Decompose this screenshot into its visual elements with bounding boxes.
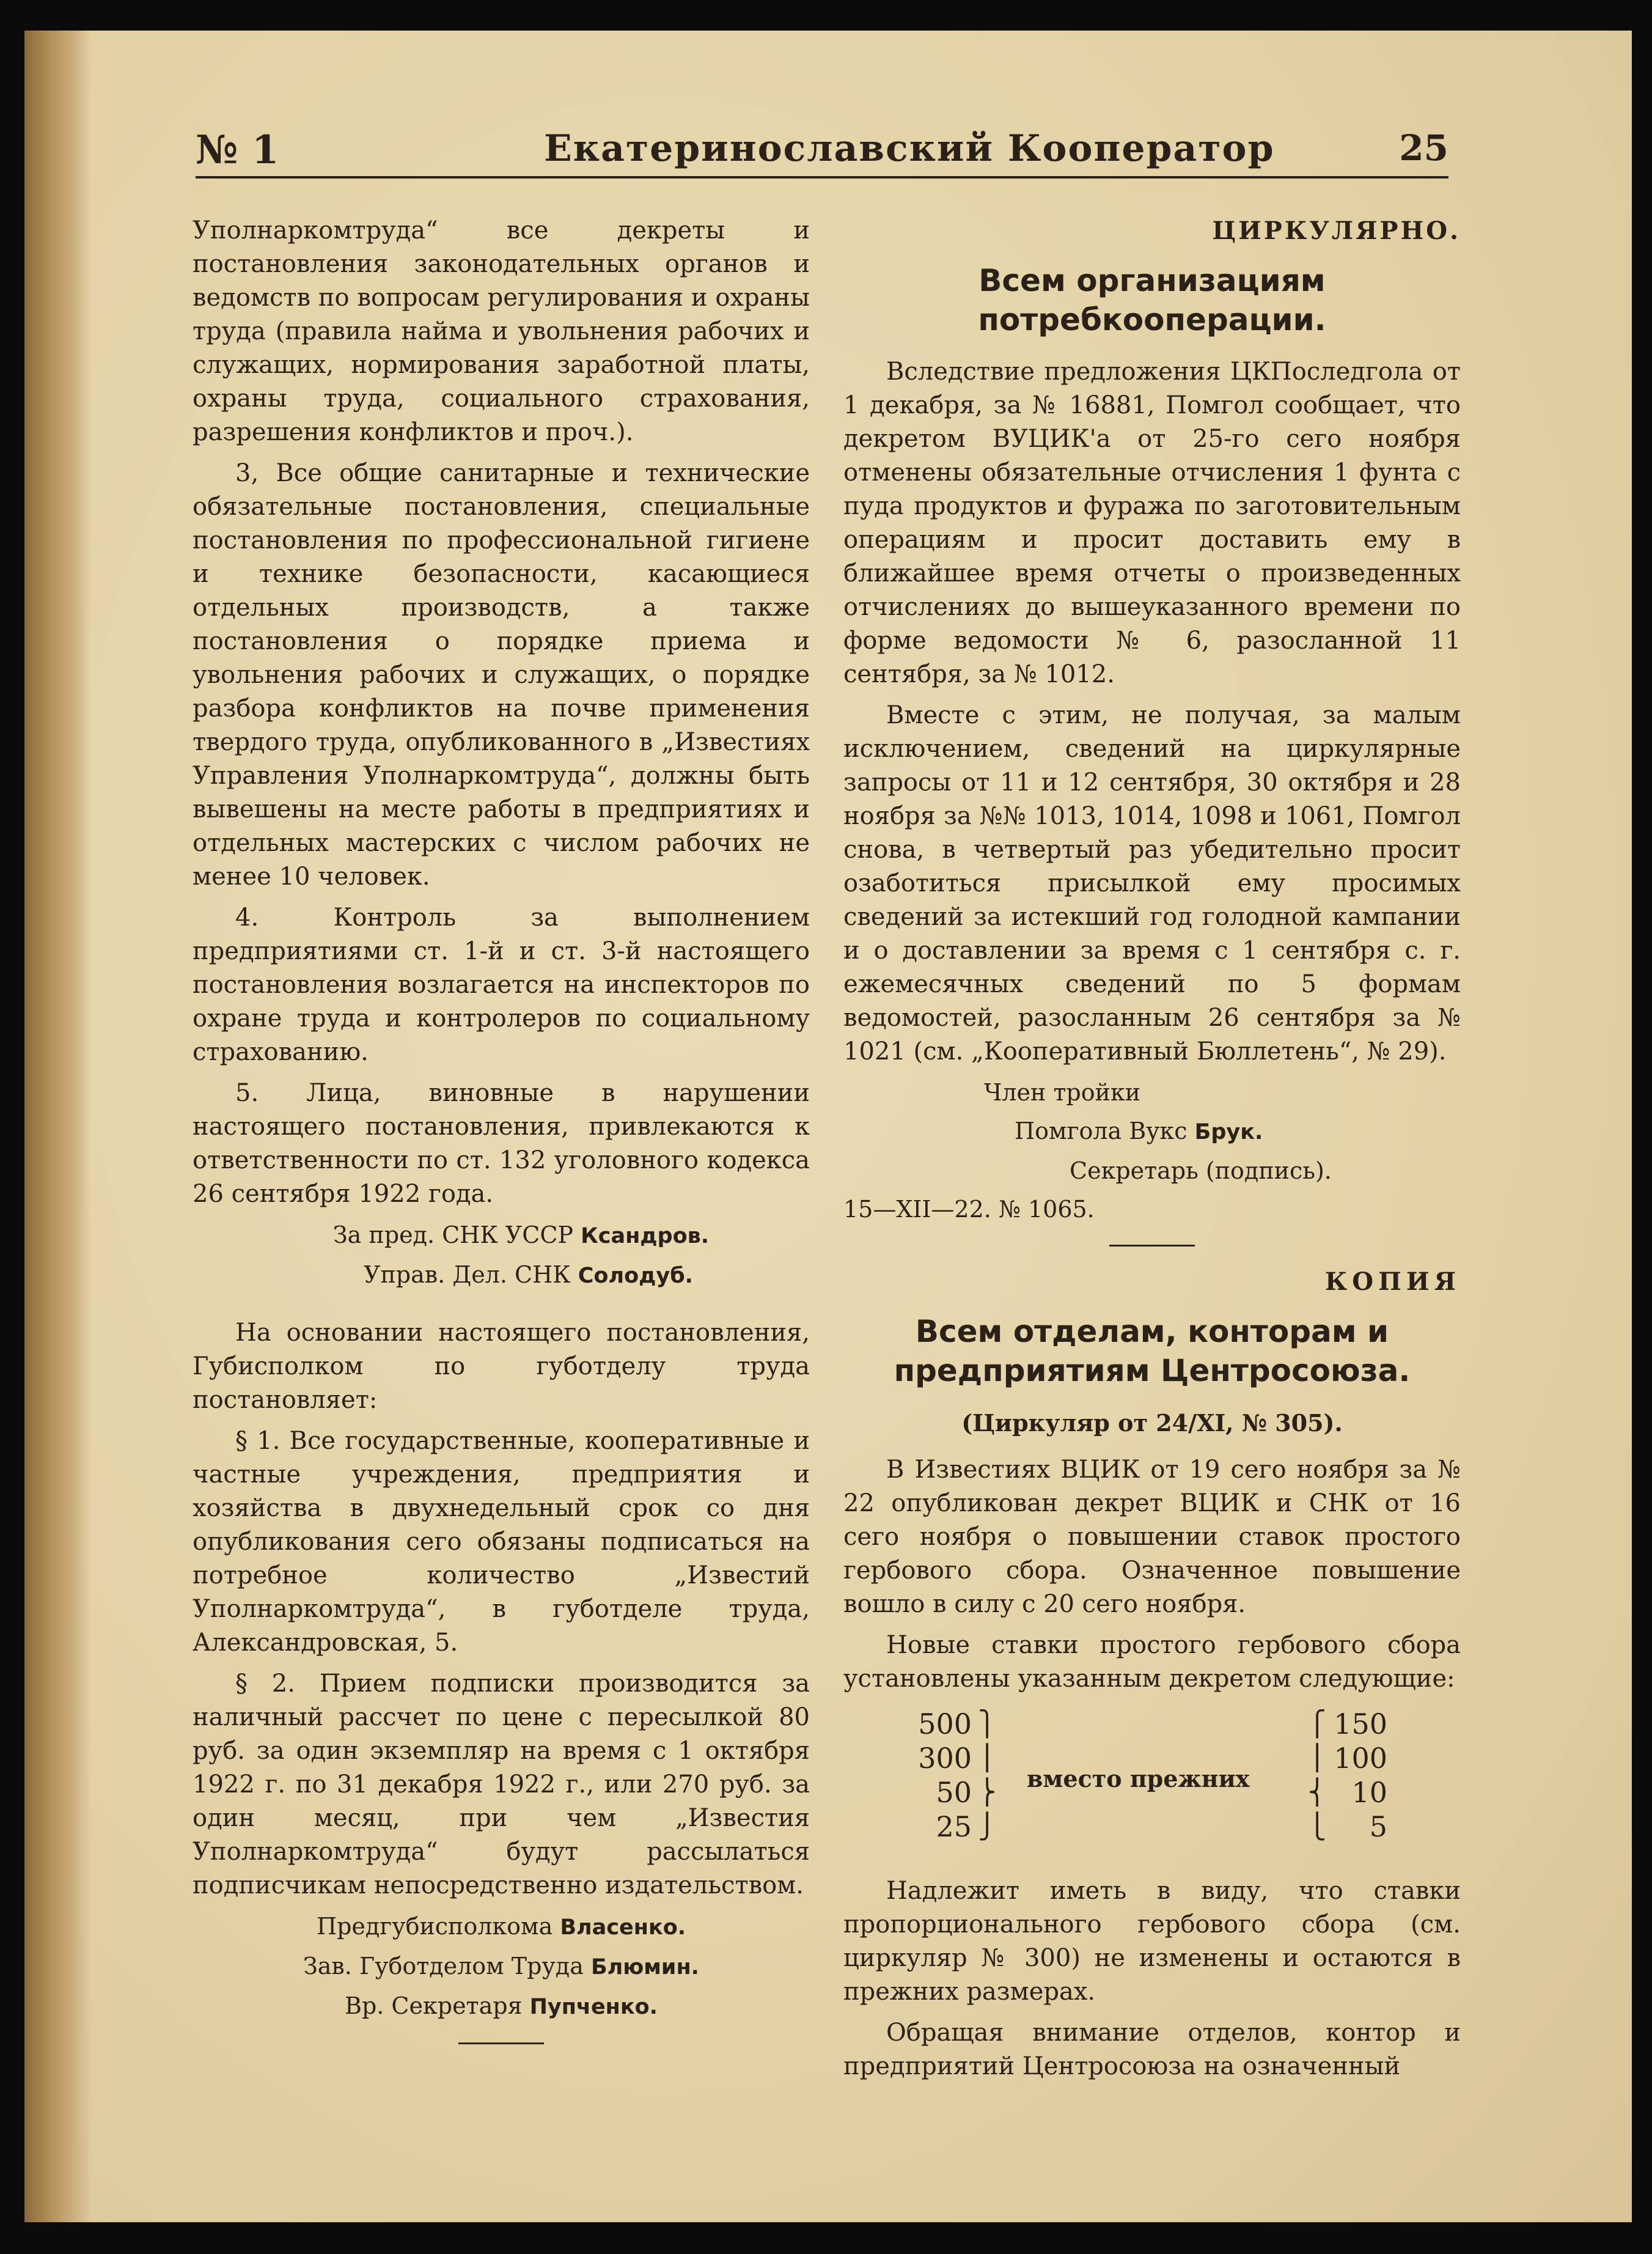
right-brace: ⎫ ⎪ ⎬ ⎭ — [978, 1710, 996, 1841]
signature-line — [193, 1989, 810, 2024]
publication-title: Екатеринославский Кооператор — [544, 127, 1275, 170]
signature-line: Секретарь (подпись). — [1070, 1157, 1332, 1184]
signature-name: Солодуб. — [578, 1264, 693, 1288]
divider — [458, 2042, 544, 2044]
section-label: КОПИЯ — [1324, 1267, 1461, 1296]
paragraph: Вследствие предложения ЦКПоследгола от 1 декабря, за № 16881, Помгол сообщает, что декретом ВУЦИК'а от 25-го сего ноября отменены обязательные отчисления 1 фунта с пуда продуктов и фуража по заготовительным операциям и просит доставить ему в ближайшее время отчеты о произведенных отчислениях до вышеуказанного времени по форме ведомости № 6, разосланной 11 сентября, за № 1012. — [843, 358, 1461, 688]
paragraph: 5. Лица, виновные в нарушении настоящего постановления, привлекаются к ответственности по ст. 132 уголовного кодекса 26 сентября 1922 года. — [193, 1079, 810, 1208]
left-brace: ⎧ ⎪ ⎨ ⎩ — [1308, 1710, 1326, 1841]
signature-title: Предгубисполкома — [316, 1913, 553, 1940]
signature-name: Пупченко. — [529, 1995, 658, 2019]
signature-name: Брук. — [1194, 1120, 1263, 1144]
rate-value: 50 — [936, 1776, 972, 1809]
signature-title: Зав. Губотделом Труда — [303, 1953, 584, 1980]
paragraph: В Известиях ВЦИК от 19 сего ноября за № 22 опубликован декрет ВЦИК и СНК от 16 сего ноября о повышении ставок простого гербового сбора. Означенное повышение вошло в силу с 20 сего ноября. — [843, 1456, 1461, 1618]
paragraph: § 2. Прием подписки производится за наличный рассчет по цене с пересылкой 80 руб. за один экземпляр на время с 1 октября 1922 г. по 31 декабря 1922 г., или 270 руб. за один месяц, при чем „Известия Уполнаркомтруда“ будут рассылаться подписчикам непосредственно издательством. — [193, 1670, 810, 1899]
rate-value: 150 — [1334, 1707, 1387, 1740]
paragraph: 3, Все общие санитарные и технические обязательные постановления, специальные постановления по профессиональной гигиене и технике безопасности, касающиеся отдельных производств, а также постановления о порядке приема и увольнения рабочих и служащих, о порядке разбора конфликтов на почве применения твердого труда, опубликованного в „Известиях Управления Уполнаркомтруда“, должны быть вывешены на месте работы в предприятиях и отдельных мастерских с числом рабочих не менее 10 человек. — [193, 459, 810, 891]
paragraph: Новые ставки простого гербового сбора установлены указанным декретом следующие: — [843, 1631, 1461, 1693]
circular-reference: (Циркуляр от 24/XI, № 305). — [961, 1409, 1343, 1437]
signature-title: Управ. Дел. СНК — [364, 1261, 571, 1288]
issue-number: № 1 — [196, 127, 279, 173]
signature-name: Власенко. — [560, 1915, 686, 1940]
newspaper-page — [24, 31, 1632, 2222]
signature-title: Вр. Секретаря — [345, 1992, 523, 2019]
left-column — [193, 214, 810, 2063]
new-rates — [917, 1707, 972, 1844]
paragraph: 4. Контроль за выполнением предприятиями ст. 1-й и ст. 3-й настоящего постановления возлагается на инспекторов по охране труда и контролеров по социальному страхованию. — [193, 904, 810, 1066]
paragraph: Надлежит иметь в виду, что ставки пропорционального гербового сбора (см. циркуляр № 300) не изменены и остаются в прежних размерах. — [843, 1877, 1461, 2006]
section-heading: Всем организациям потребкооперации. — [978, 263, 1326, 337]
signature-line — [843, 1114, 1461, 1149]
rates-table — [843, 1707, 1461, 1860]
section-label: ЦИРКУЛЯРНО. — [1212, 216, 1461, 245]
signature-title: За пред. СНК УССР — [333, 1221, 573, 1248]
date-line: 15—XII—22. № 1065. — [843, 1196, 1095, 1223]
rates-label: вместо прежних — [1027, 1765, 1250, 1792]
signature-line — [193, 1910, 810, 1945]
signature-line: Член тройки — [984, 1079, 1141, 1106]
page-header — [196, 103, 1448, 179]
paragraph: Уполнаркомтруда“ все декреты и постановления законодательных органов и ведомств по вопросам регулирования и охраны труда (правила найма и увольнения рабочих и служащих, нормирования заработной платы, охраны труда, социального страхования, разрешения конфликтов и проч.). — [193, 216, 810, 446]
rate-value: 100 — [1334, 1742, 1387, 1775]
signature-name: Ксандров. — [581, 1224, 710, 1248]
right-column — [843, 214, 1461, 2091]
signature-line — [193, 1950, 810, 1984]
paragraph: Обращая внимание отделов, контор и предприятий Центросоюза на означенный — [843, 2019, 1461, 2080]
section-heading: Всем отделам, конторам и предприятиям Центросоюза. — [894, 1314, 1411, 1388]
divider — [1109, 1245, 1195, 1247]
binding-spine — [24, 31, 92, 2222]
signature-line — [193, 1258, 810, 1293]
page-number: 25 — [1399, 127, 1448, 169]
paragraph: § 1. Все государственные, кооперативные и частные учреждения, предприятия и хозяйства в двухнедельный срок со дня опубликования сего обязаны подписаться на потребное количество „Известий Уполнаркомтруда“, в губотделе труда, Александровская, 5. — [193, 1427, 810, 1657]
signature-title: Помгола Вукс — [1015, 1118, 1188, 1144]
rate-value: 500 — [918, 1707, 972, 1740]
signature-line — [193, 1218, 810, 1253]
paragraph: На основании настоящего постановления, Губисполком по губотделу труда постановляет: — [193, 1319, 810, 1414]
signature-name: Блюмин. — [590, 1955, 699, 1980]
rate-value: 5 — [1369, 1810, 1387, 1843]
paragraph: Вместе с этим, не получая, за малым исключением, сведений на циркулярные запросы от 11 и 12 сентября, 30 октября и 28 ноября за №№ 1013, 1014, 1098 и 1061, Помгол снова, в четвертый раз убедительно просит озаботиться присылкой ему просимых сведений за истекший год голодной кампании и о доставлении за время с 1 сентября с. г. ежемесячных сведений по 5 формам ведомостей, разосланным 26 сентября за № 1021 (см. „Кооперативный Бюллетень“, № 29). — [843, 701, 1461, 1066]
rate-value: 300 — [918, 1742, 972, 1775]
rate-value: 25 — [936, 1810, 972, 1843]
old-rates — [1332, 1707, 1387, 1844]
rate-value: 10 — [1351, 1776, 1387, 1809]
